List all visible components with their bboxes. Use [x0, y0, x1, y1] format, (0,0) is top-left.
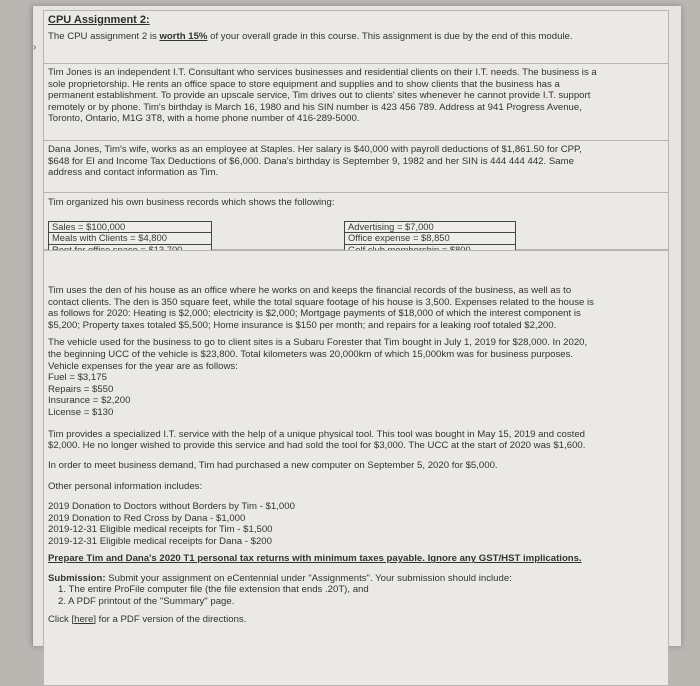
- record-cell: Sales = $100,000: [49, 222, 211, 233]
- vehicle-paragraph: [48, 337, 668, 418]
- tool-line: $2,000. He no longer wished to provide this service and had sold the tool for $3,000. The UCC at the start of 2020 was $1,600.: [48, 440, 586, 452]
- business-records-section: [43, 192, 669, 250]
- home-line: as follows for 2020: Heating is $2,000; electricity is $2,000; Mortgage payments of $18,000 of which the interest component is: [48, 308, 581, 320]
- records-intro: Tim organized his own business records which shows the following:: [48, 197, 335, 208]
- intro-text-post: of your overall grade in this course. This assignment is due by the end of this module.: [207, 30, 573, 42]
- dana-line: Dana Jones, Tim's wife, works as an employee at Staples. Her salary is $40,000 with payroll deductions of $1,861.50 for CPP,: [48, 144, 582, 155]
- vehicle-expense: Repairs = $550: [48, 383, 114, 395]
- pdf-directions-link[interactable]: [here]: [71, 613, 96, 625]
- dana-paragraph: [48, 144, 668, 179]
- submission-item: 1. The entire ProFile computer file (the file extension that ends .20T), and: [58, 584, 369, 596]
- intro-text-pre: The CPU assignment 2 is: [48, 30, 160, 42]
- other-info-list: [48, 501, 668, 547]
- tool-line: Tim provides a specialized I.T. service with the help of a unique physical tool. This tool was bought in May 15, 2019 and costed: [48, 428, 586, 440]
- assignment-header-section: [43, 10, 669, 64]
- vehicle-expense: Insurance = $2,200: [48, 395, 131, 407]
- dana-line: $648 for EI and Income Tax Deductions of $6,000. Dana's birthday is September 9, 1982 and her SIN is 444 444 442. Same: [48, 155, 574, 167]
- record-cell: Advertising = $7,000: [345, 222, 515, 233]
- intro-weight: worth 15%: [159, 30, 208, 42]
- other-info-item: 2019-12-31 Eligible medical receipts for Dana - $200: [48, 535, 272, 547]
- home-line: Tim uses the den of his house as an office where he works on and keeps the financial records of the business, as well as to: [48, 285, 572, 296]
- prepare-instruction: [48, 553, 668, 565]
- click-here-line: [48, 614, 668, 626]
- record-cell: Office expense = $8,850: [345, 233, 515, 244]
- vehicle-line: Vehicle expenses for the year are as follows:: [48, 360, 238, 372]
- home-line: $5,200; Property taxes totaled $5,500; Home insurance is $150 per month; and repairs for a leaking roof totaled $2,200.: [48, 319, 557, 331]
- tim-line: Toronto, Ontario, M1G 3T8, with a home phone number of 416-289-5000.: [48, 113, 360, 125]
- details-section: [43, 250, 669, 686]
- vehicle-expense: Fuel = $3,175: [48, 372, 107, 384]
- computer-purchase-line: In order to meet business demand, Tim had purchased a new computer on September 5, 2020 for $5,000.: [48, 459, 498, 471]
- tim-line: sole proprietorship. He rents an office space to store equipment and supplies and to show clients that the business has a: [48, 78, 560, 90]
- vehicle-expense: License = $130: [48, 406, 114, 418]
- other-info-item: 2019 Donation to Doctors without Borders by Tim - $1,000: [48, 500, 295, 512]
- other-info-label: Other personal information includes:: [48, 481, 203, 493]
- other-info-item: 2019-12-31 Eligible medical receipts for Tim - $1,500: [48, 524, 273, 536]
- prepare-ignore-text: Ignore any GST/HST implications.: [424, 553, 582, 565]
- assignment-title: CPU Assignment 2:: [48, 14, 150, 26]
- submission-items: [58, 584, 668, 607]
- click-post: for a PDF version of the directions.: [96, 613, 247, 625]
- vehicle-line: the beginning UCC of the vehicle is $23,800. Total kilometers was 20,000km of which 15,000km was for business purposes.: [48, 348, 574, 360]
- tim-paragraph: [48, 67, 668, 125]
- tim-info-section: [43, 63, 669, 142]
- submission-item: 2. A PDF printout of the "Summary" page.: [58, 596, 235, 608]
- submission-line: [48, 573, 668, 585]
- record-cell: Meals with Clients = $4,800: [49, 233, 211, 244]
- tim-line: permanent establishment. To provide an upscale service, Tim drives out to clients' sites whenever he cannot provide I.T. support: [48, 90, 591, 102]
- tim-line: remotely or by phone. Tim's birthday is March 16, 1980 and his SIN number is 423 456 789. Address at 941 Progress Avenue,: [48, 101, 582, 113]
- assignment-intro: [48, 31, 668, 43]
- click-pre: Click: [48, 613, 72, 625]
- submission-text: Submit your assignment on eCentennial under "Assignments". Your submission should include:: [105, 572, 512, 584]
- dana-info-section: [43, 140, 669, 195]
- vehicle-line: The vehicle used for the business to go to client sites is a Subaru Forester that Tim bought in July 1, 2019 for $28,000. In 2020,: [48, 337, 588, 349]
- tool-paragraph: [48, 429, 668, 452]
- home-line: contact clients. The den is 350 square feet, while the total square footage of his house is 3,500. Expenses related to the house is: [48, 296, 594, 308]
- dana-line: address and contact information as Tim.: [48, 167, 219, 179]
- other-info-item: 2019 Donation to Red Cross by Dana - $1,000: [48, 512, 246, 524]
- document-page: [32, 6, 681, 646]
- submission-label: Submission:: [48, 572, 106, 584]
- tim-line: Tim Jones is an independent I.T. Consultant who services businesses and residential clients on their I.T. needs. The business is a: [48, 67, 597, 78]
- home-office-paragraph: [48, 285, 668, 331]
- margin-marker-icon: ›: [33, 42, 37, 53]
- prepare-text: Prepare Tim and Dana's 2020 T1 personal tax returns with minimum taxes payable.: [48, 553, 425, 565]
